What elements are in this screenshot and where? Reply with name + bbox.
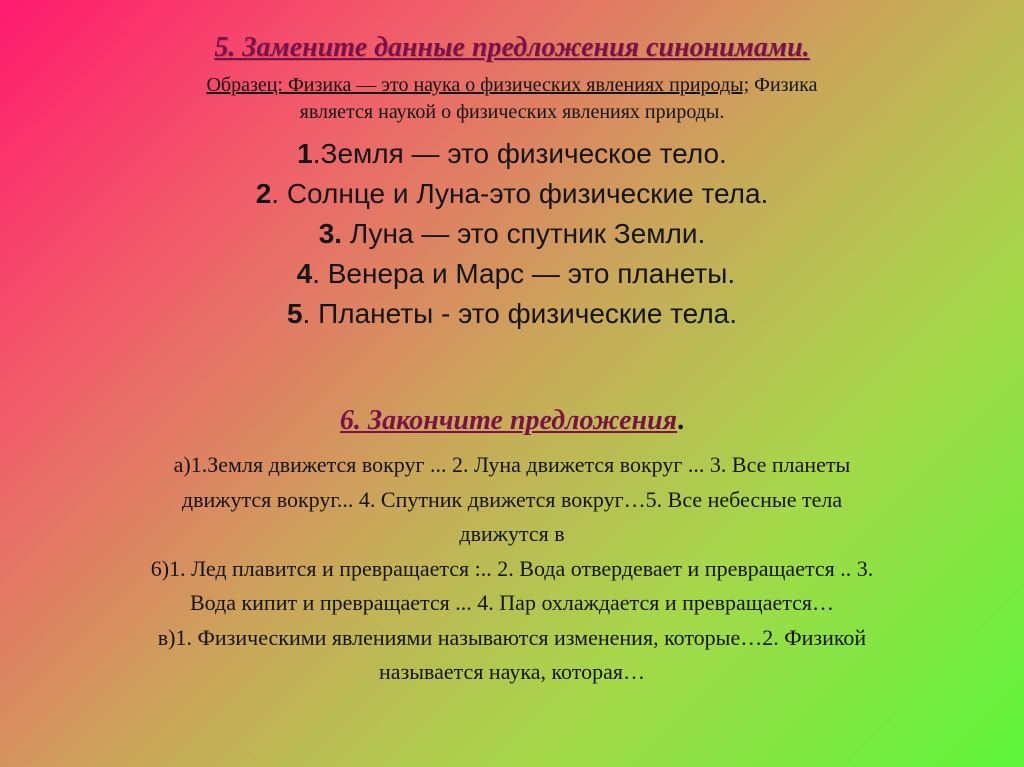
item-number: 5: [286, 298, 303, 329]
item-text: .Земля — это физическое тело.: [312, 138, 727, 169]
task6-title-text: 6. Закончите предложения: [339, 405, 678, 436]
item-number: 1: [297, 138, 313, 169]
task6-line: Вода кипит и превращается ... 4. Пар охлаждается и превращается…: [189, 590, 835, 615]
sample-underlined: Образец: Физика — это наука о физических явлениях природы;: [206, 74, 750, 96]
task5-item-5: [0, 294, 1024, 334]
task5-items: [0, 134, 1024, 334]
task6-line: в)1. Физическими явлениями называются изменения, которые…2. Физикой: [157, 624, 867, 650]
task6-body: [50, 448, 974, 690]
item-number: 3.: [318, 218, 343, 249]
task5-item-3: [0, 214, 1024, 254]
sample-rest-line1: Физика: [749, 74, 818, 96]
task6-line: движутся вокруг... 4. Спутник движется вокруг…5. Все небесные тела: [181, 486, 843, 512]
item-number: 2: [255, 178, 272, 209]
task6-line: называется наука, которая…: [379, 659, 645, 684]
task6-title-dot: .: [677, 405, 685, 436]
task5-item-1: [0, 134, 1024, 174]
task6-line: а)1.Земля движется вокруг ... 2. Луна движется вокруг ... 3. Все планеты: [173, 452, 851, 477]
task6-line: движутся в: [459, 521, 565, 546]
item-text: . Солнце и Луна-это физические тела.: [271, 178, 769, 209]
item-text: . Венера и Марс — это планеты.: [312, 258, 736, 289]
item-text: . Планеты - это физические тела.: [302, 298, 738, 329]
sample-text: [110, 72, 914, 126]
task5-item-4: [0, 254, 1024, 294]
item-text: Луна — это спутник Земли.: [342, 218, 706, 249]
task6-line: 6)1. Лед плавится и превращается :.. 2. Вода отвердевает и превращается .. 3.: [150, 555, 874, 581]
task5-item-2: [0, 174, 1024, 214]
sample-line2: является наукой о физических явлениях природы.: [299, 101, 725, 123]
task5-title: 5. Замените данные предложения синонимами.: [214, 32, 810, 63]
item-number: 4: [296, 258, 313, 289]
task6-title: [0, 405, 1024, 437]
